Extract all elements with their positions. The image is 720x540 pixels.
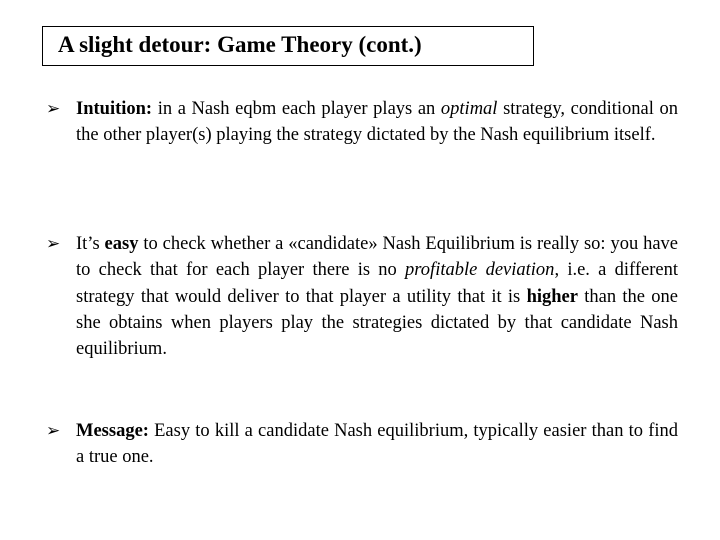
text-run: Easy to kill a candidate Nash equilibrium, typically easier than to find a true one. [76,421,678,468]
bullet-label: Intuition: [76,99,153,119]
arrow-bullet-icon: ➢ [46,99,61,119]
bullet-easy-check [46,231,678,362]
strong-text: easy [104,234,139,254]
text-run: It’s [76,234,105,254]
bullet-intuition [46,96,678,149]
slide-title-box [42,26,534,66]
bullet-message [46,418,678,471]
bullet-text [76,96,678,149]
slide-title: A slight detour: Game Theory (cont.) [58,32,422,57]
emphasis-text: optimal [440,99,498,119]
arrow-bullet-icon: ➢ [46,234,61,254]
bullet-text [76,418,678,471]
arrow-bullet-icon: ➢ [46,421,61,441]
text-run: strategy, conditional on the other player(s) playing the strategy dictated by the Nash equilibrium itself. [76,99,679,146]
bullet-label: Message: [76,421,149,441]
text-run: than the one she obtains when players play the strategies dictated by that candidate Nash equilibrium. [76,286,678,360]
strong-text: higher [526,286,578,307]
bullet-text [76,231,678,362]
emphasis-text: profitable deviation [405,260,555,281]
text-run: to check whether a «candidate» Nash Equilibrium is really so: you have to check that for each player there is no [76,234,679,281]
text-run: in a Nash eqbm each player plays an [152,99,441,119]
text-run: , i.e. a different strategy that would deliver to that player a utility that it is [76,260,678,307]
